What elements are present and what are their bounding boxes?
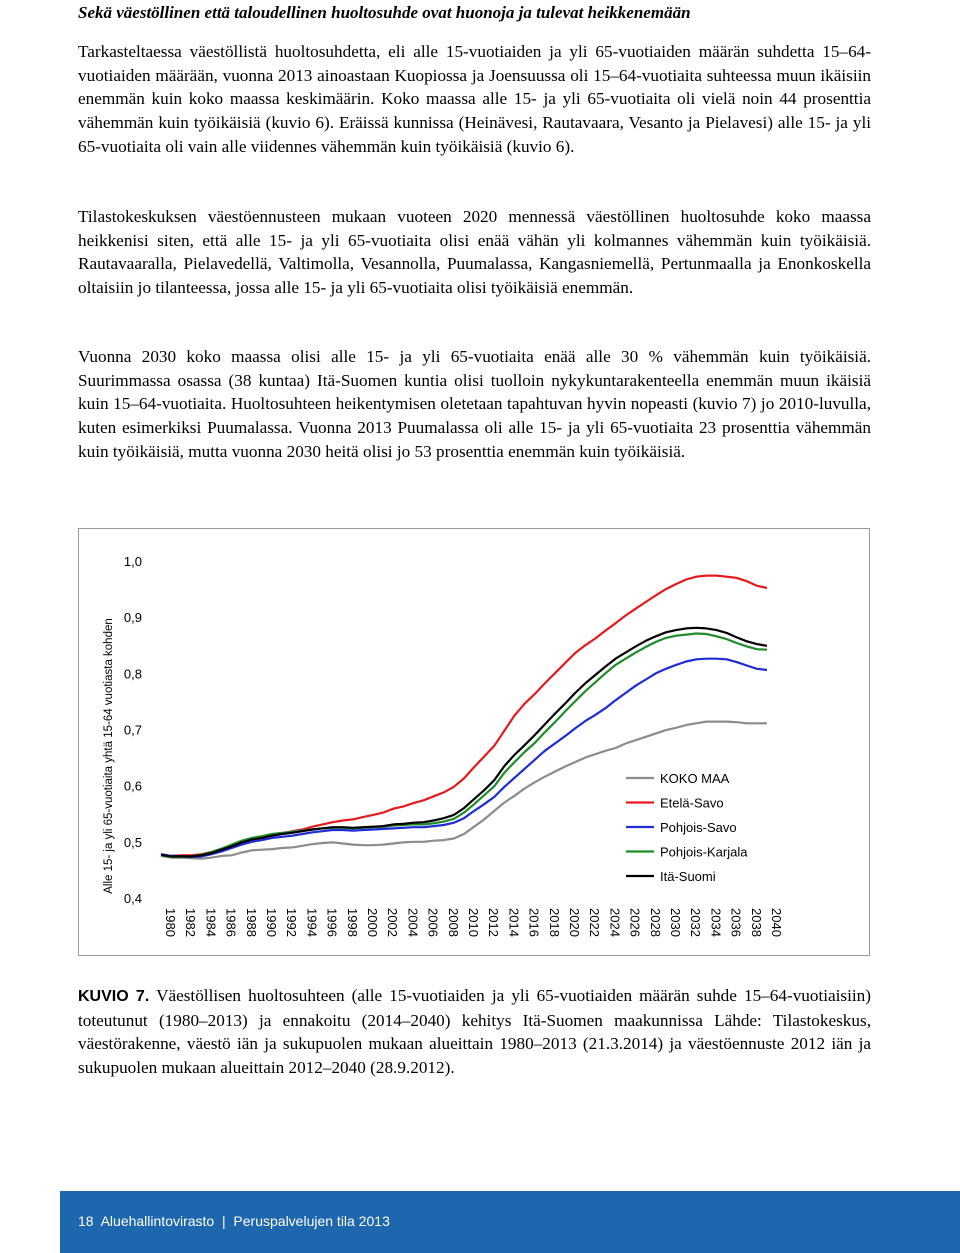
footer-text: 18 Aluehallintovirasto | Peruspalvelujen tila 2013	[78, 1213, 390, 1229]
x-tick-label: 1998	[344, 908, 360, 937]
x-tick-label: 2020	[567, 908, 582, 937]
x-tick-label: 2024	[607, 908, 623, 937]
x-tick-label: 1982	[183, 908, 199, 937]
y-axis-label: Alle 15- ja yli 65-vuotiaita yhtä 15-64 vuotiasta kohden	[103, 618, 115, 894]
x-tick-label: 2016	[526, 908, 542, 937]
legend-label: Pohjois-Karjala	[660, 844, 748, 860]
legend-label: Etelä-Savo	[660, 795, 724, 811]
caption-text: Väestöllisen huoltosuhteen (alle 15-vuotiaiden ja yli 65-vuotiaiden määrän suhde 15–64-vuotiaisiin) toteutunut (1980–2013) ja ennakoitu (2014–2040) kehitys Itä-Suomen maakunnissa Lähde: Tilastokeskus, väestörakenne, väestö iän ja sukupuolen mukaan alueittain 1980–2013 (21.3.2014) ja väestöennuste 2012 iän ja sukupuolen mukaan alueittain 2012–2040 (28.9.2012).	[78, 986, 871, 1078]
x-tick-label: 1996	[324, 908, 340, 937]
x-tick-label: 2028	[647, 908, 663, 937]
x-tick-label: 1980	[163, 908, 178, 937]
x-tick-label: 1992	[284, 908, 300, 937]
x-tick-label: 2026	[627, 908, 643, 937]
x-tick-label: 1988	[243, 908, 259, 937]
x-axis-ticks	[163, 908, 784, 937]
x-tick-label: 2008	[445, 908, 461, 937]
x-tick-label: 2000	[365, 908, 380, 937]
x-tick-label: 2014	[506, 908, 522, 937]
body-paragraph-3: Vuonna 2030 koko maassa olisi alle 15- ja yli 65-vuotiaita enää alle 30 % vähemmän kuin työikäisiä. Suurimmassa osassa (38 kuntaa) Itä-Suomen kuntia olisi tuolloin nykykuntarakenteella enemmän muun ikäisiä kuin 15–64-vuotiaita. Huoltosuhteen heikentymisen oletetaan tapahtuvan hyvin nopeasti (kuvio 7) jo 2010-luvulla, kuten esimerkiksi Puumalassa. Vuonna 2013 Puumalassa oli alle 15- ja yli 65-vuotiaita 23 prosenttia vähemmän kuin työikäisiä, mutta vuonna 2030 heitä olisi jo 53 prosenttia enemmän kuin työikäisiä.	[78, 347, 871, 461]
x-tick-label: 1994	[304, 908, 320, 937]
body-paragraph-1: Tarkasteltaessa väestöllistä huoltosuhdetta, eli alle 15-vuotiaiden ja yli 65-vuotiaiden määrän suhdetta 15–64-vuotiaiden määrään, vuonna 2013 ainoastaan Kuopiossa ja Joensuussa oli 15–64-vuotiaita suhteessa muun ikäisiin enemmän kuin koko maassa keskimäärin. Koko maassa alle 15- ja yli 65-vuotiaita oli vielä noin 44 prosenttia vähemmän kuin työikäisiä (kuvio 6). Eräissä kunnissa (Heinävesi, Rautavaara, Vesanto ja Pielavesi) alle 15- ja yli 65-vuotiaita oli vain alle viidennes vähemmän kuin työikäisiä (kuvio 6).	[78, 42, 871, 156]
x-tick-label: 2012	[486, 908, 502, 937]
footer-report-title: Peruspalvelujen tila 2013	[233, 1213, 390, 1229]
x-tick-label: 2010	[466, 908, 481, 937]
footer-organization: Aluehallintovirasto	[100, 1213, 215, 1229]
legend-label: KOKO MAA	[660, 771, 730, 786]
x-tick-label: 1986	[223, 908, 239, 937]
x-tick-label: 2040	[769, 908, 784, 937]
x-tick-label: 2018	[546, 908, 562, 937]
dependency-ratio-chart	[78, 528, 870, 956]
y-tick-label: 1,0	[123, 554, 142, 569]
x-tick-label: 2030	[668, 908, 683, 937]
legend-label: Itä-Suomi	[660, 869, 716, 884]
y-tick-label: 0,7	[123, 722, 142, 738]
page-number: 18	[78, 1213, 94, 1229]
x-tick-label: 2004	[405, 908, 421, 937]
x-tick-label: 2038	[748, 908, 764, 937]
x-tick-label: 1984	[203, 908, 219, 937]
x-tick-label: 2034	[708, 908, 724, 937]
y-tick-label: 0,8	[123, 666, 142, 682]
y-tick-label: 0,4	[123, 891, 142, 906]
y-tick-label: 0,5	[123, 834, 142, 850]
x-tick-label: 2032	[688, 908, 704, 937]
x-tick-label: 2002	[385, 908, 401, 937]
chart-legend	[616, 762, 764, 890]
y-tick-label: 0,6	[123, 778, 142, 794]
legend-label: Pohjois-Savo	[660, 820, 737, 835]
y-tick-label: 0,9	[123, 610, 142, 626]
x-tick-label: 2006	[425, 908, 441, 937]
caption-label: KUVIO 7.	[78, 988, 150, 1005]
figure-caption	[78, 984, 871, 1080]
page-footer	[60, 1191, 960, 1253]
x-tick-label: 1990	[264, 908, 279, 937]
y-axis-ticks	[124, 554, 142, 906]
x-tick-label: 2036	[728, 908, 744, 937]
x-tick-label: 2022	[587, 908, 603, 937]
section-heading: Sekä väestöllinen että taloudellinen huoltosuhde ovat huonoja ja tulevat heikkenemään	[78, 3, 691, 22]
body-paragraph-2: Tilastokeskuksen väestöennusteen mukaan vuoteen 2020 mennessä väestöllinen huoltosuhde koko maassa heikkenisi siten, että alle 15- ja yli 65-vuotiaita olisi enää vähän yli kolmannes vähemmän kuin työikäisiä. Rautavaaralla, Pielavedellä, Valtimolla, Vesannolla, Puumalassa, Kangasniemellä, Pertunmaalla ja Enonkoskella oltaisiin jo tilanteessa, jossa alle 15- ja yli 65-vuotiaita olisi työikäisiä enemmän.	[78, 207, 871, 298]
